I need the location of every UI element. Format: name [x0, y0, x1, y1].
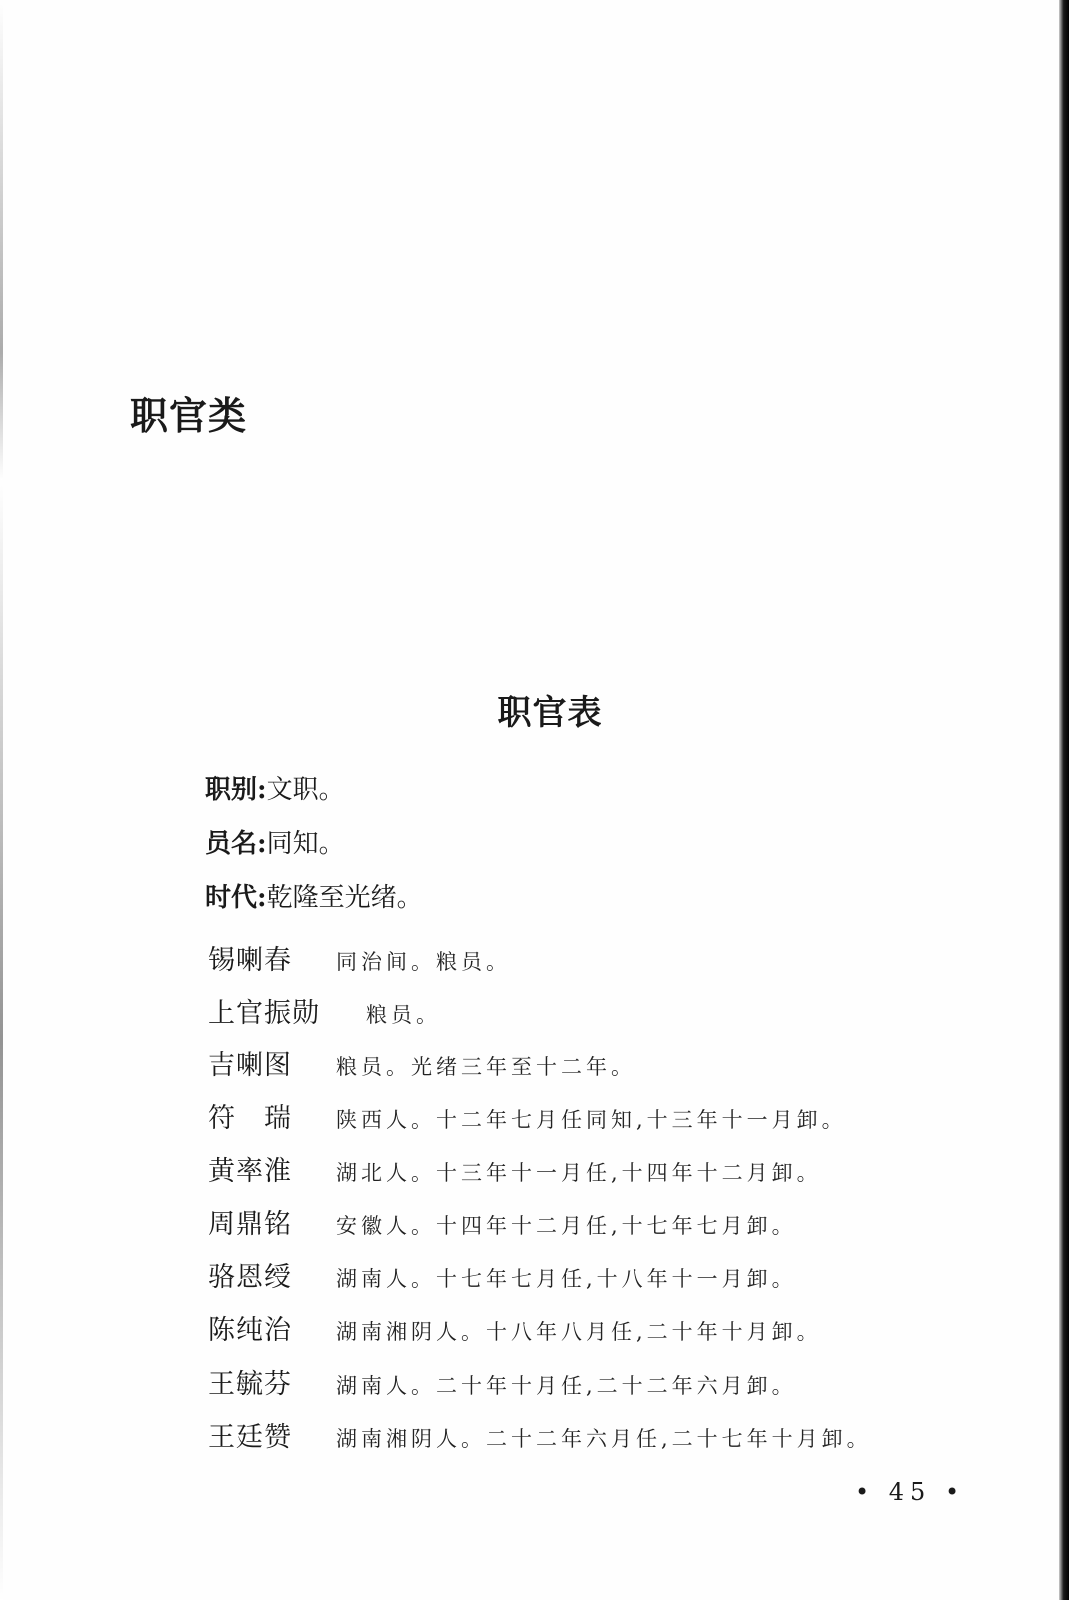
official-name: 骆恩绶 [208, 1262, 292, 1293]
meta-position [205, 829, 345, 859]
official-entry [208, 1308, 822, 1344]
page-number: • 45 • [855, 1478, 966, 1506]
official-note: 湖北人。十三年十一月任,十四年十二月卸。 [336, 1161, 822, 1185]
official-entry [208, 991, 441, 1027]
table-title: 职官表 [497, 693, 603, 733]
official-entry [208, 1362, 797, 1398]
official-name: 王廷赞 [208, 1422, 292, 1453]
official-name: 陈纯治 [208, 1315, 292, 1346]
official-note: 陕西人。十二年七月任同知,十三年十一月卸。 [336, 1108, 847, 1132]
official-note: 安徽人。十四年十二月任,十七年七月卸。 [336, 1214, 797, 1238]
meta-era [205, 883, 423, 913]
meta-category [205, 775, 345, 805]
official-note: 湖南人。二十年十月任,二十二年六月卸。 [336, 1374, 797, 1398]
official-name: 上官振勋 [208, 998, 320, 1029]
meta-key: 时代: [205, 883, 267, 913]
official-note: 湖南湘阴人。二十二年六月任,二十七年十月卸。 [336, 1427, 872, 1451]
meta-value: 文职。 [266, 775, 345, 805]
meta-key: 职别: [205, 775, 267, 805]
official-note: 粮员。 [366, 1003, 441, 1027]
scan-left-edge [0, 0, 3, 1600]
scan-right-edge [1059, 0, 1069, 1600]
official-note: 湖南人。十七年七月任,十八年十一月卸。 [336, 1267, 797, 1291]
official-entry [208, 938, 511, 974]
official-name: 王毓芬 [208, 1369, 292, 1400]
official-entry [208, 1255, 797, 1291]
official-name: 符 瑞 [208, 1103, 292, 1134]
official-entry [208, 1096, 847, 1132]
official-note: 同治间。粮员。 [336, 950, 511, 974]
official-name: 锡喇春 [208, 945, 292, 976]
official-entry [208, 1149, 822, 1185]
meta-key: 员名: [205, 829, 267, 859]
official-entry [208, 1415, 872, 1451]
official-name: 黄率淮 [208, 1156, 292, 1187]
official-name: 吉喇图 [208, 1050, 292, 1081]
meta-value: 同知。 [266, 829, 345, 859]
meta-value: 乾隆至光绪。 [266, 883, 423, 913]
official-entry [208, 1202, 797, 1238]
section-title: 职官类 [130, 393, 248, 438]
official-note: 粮员。光绪三年至十二年。 [336, 1055, 636, 1079]
official-name: 周鼎铭 [208, 1209, 292, 1240]
official-note: 湖南湘阴人。十八年八月任,二十年十月卸。 [336, 1320, 822, 1344]
official-entry [208, 1043, 636, 1079]
